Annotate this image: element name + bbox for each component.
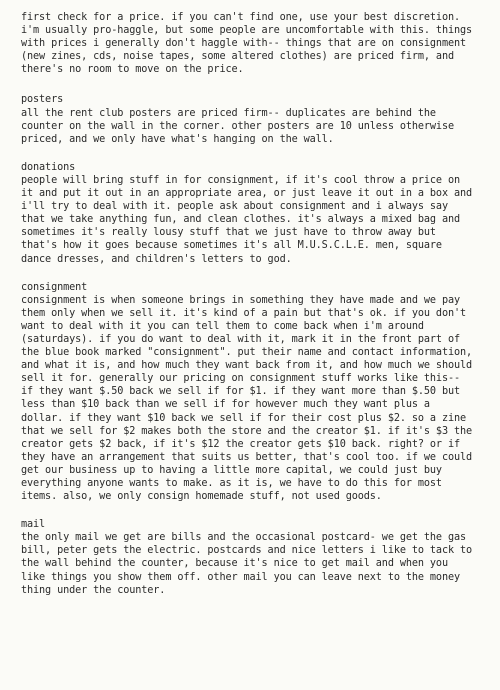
donations-paragraph: people will bring stuff in for consignment, if it's cool throw a price on it and put it out in an appropriate area, or just leave it out in a box and i'll try to deal with it. people ask about consignment and i always say that we take anything fun, and clean clothes. it's always a mixed bag and sometimes it's really lousy stuff that we just have to throw away but that's how it goes because sometimes it's all M.U.S.C.L.E. men, square dance dresses, and children's letters to god.	[21, 174, 473, 265]
mail-heading: mail	[21, 519, 46, 531]
mail-section	[21, 518, 490, 597]
posters-paragraph: all the rent club posters are priced firm-- duplicates are behind the counter on the wall in the corner. other posters are 10 unless otherwise priced, and we only have what's hanging on the wall.	[21, 107, 454, 145]
consignment-paragraph: consignment is when someone brings in something they have made and we pay them only when we sell it. it's kind of a pain but that's ok. if you don't want to deal with it you can tell them to come back when i'm around (saturdays). if you do want to deal with it, mark it in the front part of the blue book marked "consignment". put their name and contact information, and what it is, and how much they want back from it, and how much we should sell it for. generally our pricing on consignment stuff works like this-- if they want $.50 back we sell if for $1. if they want more than $.50 but less than $10 back than we sell if for however much they want plus a dollar. if they want $10 back we sell if for their cost plus $2. so a zine that we sell for $2 makes both the store and the creator $1. if it's $3 the creator gets $2 back, if it's $12 the creator gets $10 back. right? or if they have an arrangement that suits us better, that's cool too. if we could get our business up to having a little more capital, we could just buy everything anyone wants to make. as it is, we have to do this for most items. also, we only consign homemade stuff, not used goods.	[21, 294, 473, 503]
donations-section	[21, 161, 490, 266]
consignment-heading: consignment	[21, 281, 88, 293]
intro-paragraph: first check for a price. if you can't find one, use your best discretion. i'm usually pro-haggle, but some people are uncomfortable with this. things with prices i generally don't haggle with-- things that are on consignment (new zines, cds, noise tapes, some altered clothes) are priced firm, and there's no room to move on the price.	[21, 12, 473, 76]
donations-heading: donations	[21, 161, 76, 173]
posters-section	[21, 93, 490, 145]
intro-section	[21, 11, 490, 76]
consignment-section	[21, 281, 490, 504]
mail-paragraph: the only mail we get are bills and the occasional postcard- we get the gas bill, peter gets the electric. postcards and nice letters i like to tack to the wall behind the counter, because it's nice to get mail and when you like things you show them off. other mail you can leave next to the money thing under the counter.	[21, 532, 473, 596]
posters-heading: posters	[21, 94, 64, 106]
